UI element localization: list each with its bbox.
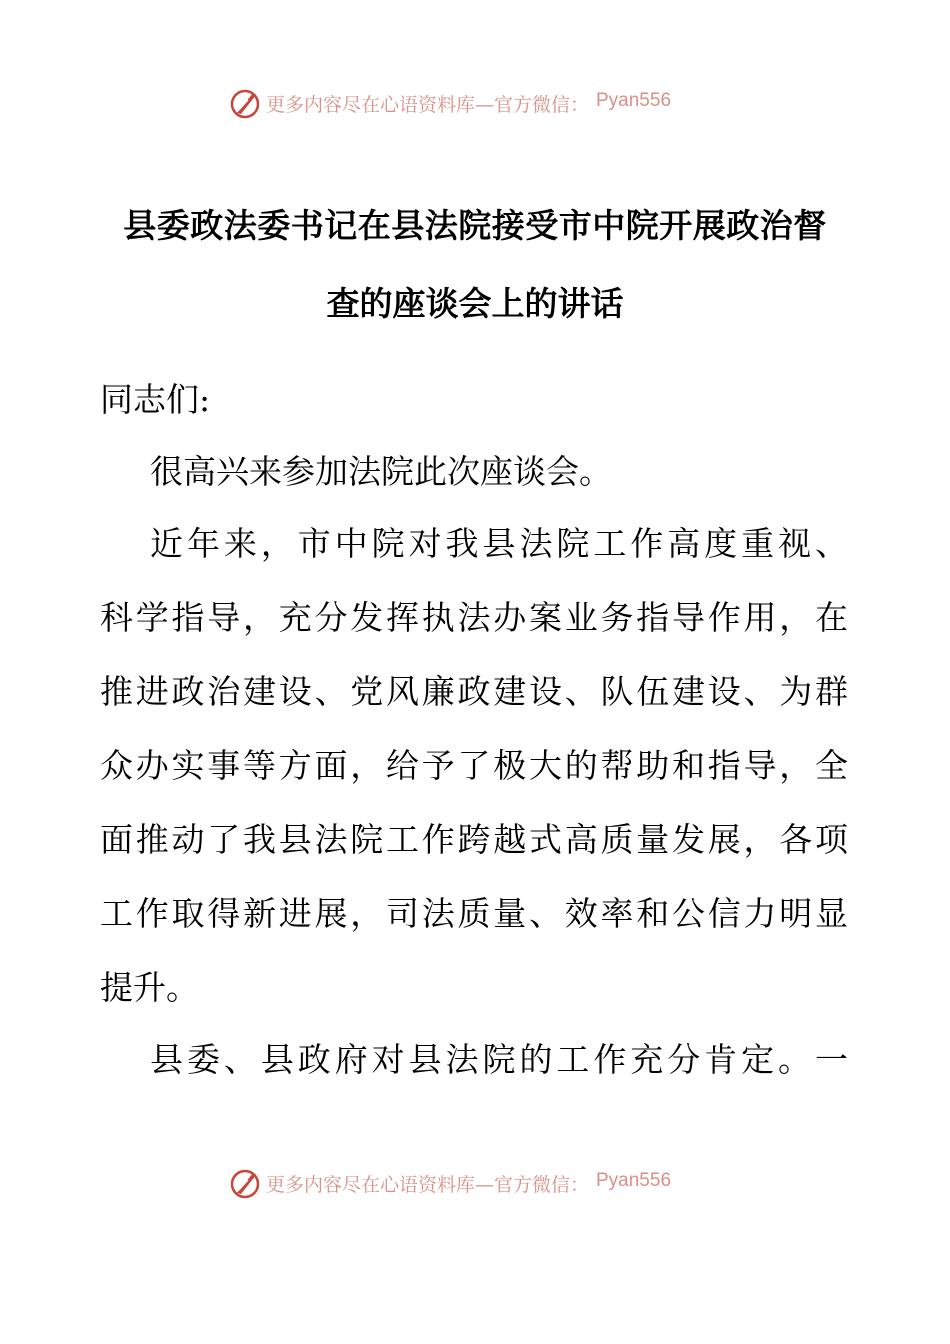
document-title-line-1: 县委政法委书记在县法院接受市中院开展政治督	[123, 206, 827, 245]
paragraph-line: 众办实事等方面，给予了极大的帮助和指导，全	[100, 746, 848, 785]
paragraph-line: 县委、县政府对县法院的工作充分肯定。一	[150, 1040, 848, 1079]
footer-slogan: 更多内容尽在心语资料库—官方微信：	[266, 1174, 590, 1196]
paragraph-line: 面推动了我县法院工作跨越式高质量发展，各项	[100, 820, 848, 859]
paragraph-line: 科学指导，充分发挥执法办案业务指导作用，在	[100, 598, 848, 637]
paragraph-line: 很高兴来参加法院此次座谈会。	[150, 452, 612, 491]
header-slogan: 更多内容尽在心语资料库—官方微信：	[266, 94, 590, 116]
quill-logo-icon	[228, 86, 262, 120]
header-watermark	[0, 82, 950, 122]
document-title-line-2: 查的座谈会上的讲话	[326, 284, 624, 323]
header-wechat-id: Pyan556	[596, 90, 672, 111]
paragraph-line: 工作取得新进展，司法质量、效率和公信力明显	[100, 894, 848, 933]
footer-wechat-id: Pyan556	[596, 1170, 672, 1191]
paragraph-line: 近年来，市中院对我县法院工作高度重视、	[150, 524, 848, 563]
paragraph-line: 提升。	[100, 968, 199, 1007]
quill-logo-icon	[228, 1166, 262, 1200]
paragraph-line: 推进政治建设、党风廉政建设、队伍建设、为群	[100, 672, 848, 711]
footer-watermark	[0, 1162, 950, 1202]
salutation: 同志们:	[100, 380, 211, 419]
